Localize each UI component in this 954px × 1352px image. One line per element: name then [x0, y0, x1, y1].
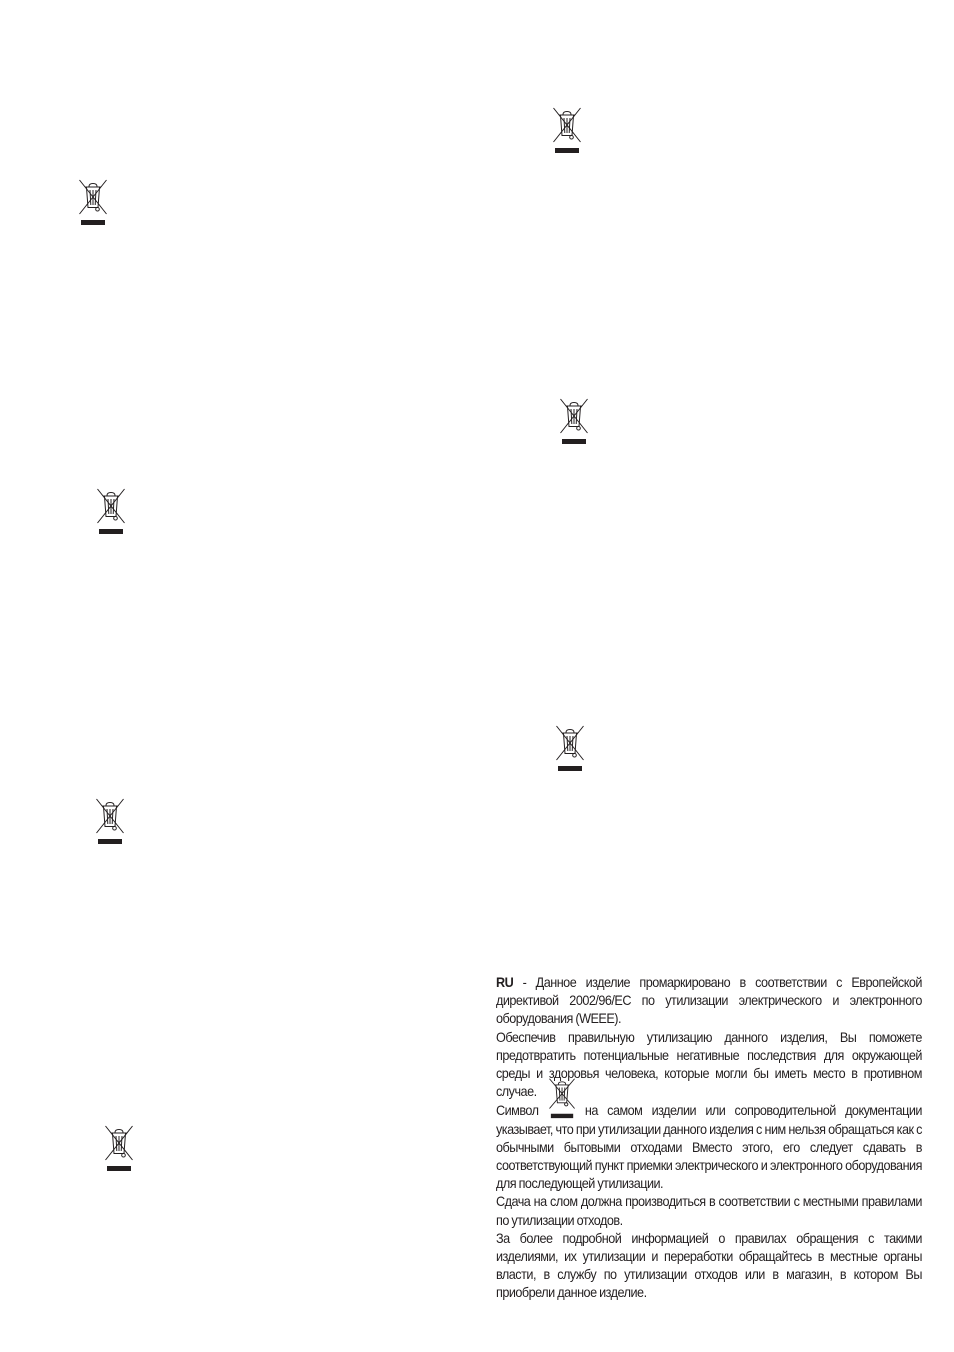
weee-bin-icon — [78, 178, 108, 226]
language-code: RU — [496, 975, 514, 990]
weee-bin-icon — [555, 724, 585, 772]
weee-bin-icon — [96, 487, 126, 535]
weee-bin-icon — [559, 397, 589, 445]
weee-bin-icon — [552, 106, 582, 154]
ru-paragraph-info: За более подробной информацией о правилах обращения с такими изделиями, их утилизации и переработки обращайтесь в местные органы власти, в службу по утилизации отходов или в магазин, в котором Вы приобрели данное изделие. — [496, 1230, 922, 1301]
intro-text: - Данное изделие промаркировано в соответствии с Европейской директивой 2002/96/EC по утилизации электрического и электронного оборудования (WEEE). — [496, 975, 922, 1027]
symbol-word: Символ — [496, 1103, 539, 1119]
ru-weee-notice — [496, 974, 922, 1303]
ru-paragraph-symbol — [496, 1101, 922, 1193]
weee-bin-icon — [95, 797, 125, 845]
symbol-explanation: на самом изделии или сопроводительной документации указывает, что при утилизации данного изделия с ним нельзя обращаться как с обычными бытовыми отходами Вместо этого, его следует сдавать в соответствующий пункт приемки электрического и электронного оборудования для последующей утилизации. — [496, 1103, 922, 1192]
ru-paragraph-benefit: Обеспечив правильную утилизацию данного изделия, Вы поможете предотвратить потенциальные негативные последствия для окружающей среды и здоровья человека, которые могли бы иметь место в противном случае. — [496, 1029, 922, 1100]
weee-bin-icon — [104, 1124, 134, 1172]
ru-paragraph-intro — [496, 974, 922, 1029]
weee-bin-inline-icon — [548, 1077, 576, 1119]
ru-paragraph-scrapping: Сдача на слом должна производиться в соответствии с местными правилами по утилизации отходов. — [496, 1194, 922, 1228]
